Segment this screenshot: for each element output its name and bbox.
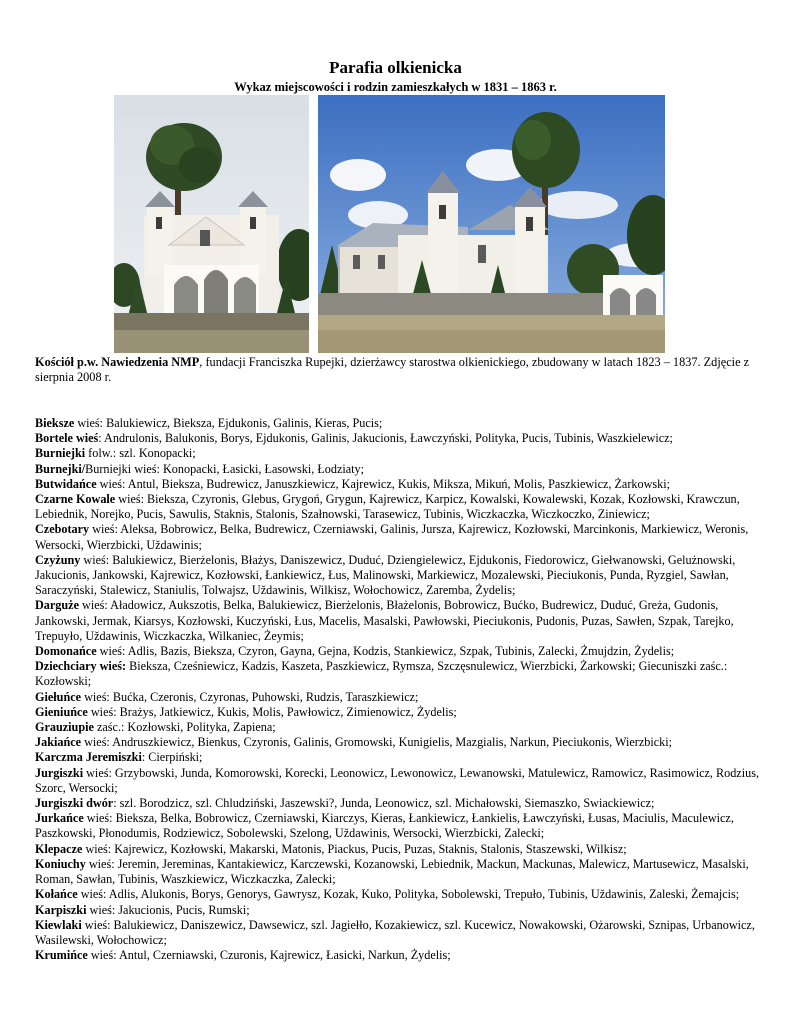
caption-bold: Kościół p.w. Nawiedzenia NMP [35,355,200,369]
village-name: Klepacze [35,841,83,856]
village-name: Krumińce [35,948,88,963]
village-name: Grauziupie [35,720,94,735]
village-entry [35,903,775,918]
village-families: wieś: Kajrewicz, Kozłowski, Makarski, Matonis, Piackus, Pucis, Puzas, Staknis, Stalonis, Staszewski, Wilkisz; [82,841,627,856]
caption-text: , fundacji Franciszka Rupejki, dzierżawcy starostwa olkienickiego, zbudowany w latach 1823 – 1837. Zdjęcie z sierpnia 2008 r. [35,355,750,384]
village-families: wieś: Bieksza, Belka, Bobrowicz, Czerniawski, Kiarczys, Kieras, Łankiewicz, Łankielis, Ławczyński, Łusas, Maciulis, Maculewicz, Paszkowski, Płonodumis, Rodziewicz, Sobolewski, Szelong, Uždawinis, Wersocki, Wierzbicki, Zalecki; [35,811,734,841]
village-entry [35,918,775,948]
village-families: wieś: Antul, Bieksza, Budrewicz, Januszkiewicz, Kajrewicz, Kukis, Miksza, Mikuń, Molis, Paszkiewicz, Żarkowski; [96,476,670,491]
village-entry [35,750,775,765]
village-entry [35,948,775,963]
village-name: Jakiańce [35,735,82,750]
village-families: : Cierpiński; [141,750,203,765]
village-name: Butwidańce [35,476,97,491]
village-entry [35,553,775,599]
village-name: Jurgiszki dwór [35,796,114,811]
village-families: wieś: Brażys, Jatkiewicz, Kukis, Molis, Pawłowicz, Zimienowicz, Żydelis; [87,704,457,719]
village-families: wieś: Antul, Czerniawski, Czuronis, Kajrewicz, Łasicki, Narkun, Żydelis; [87,948,451,963]
village-entry [35,766,775,796]
village-entry [35,720,775,735]
village-entry [35,887,775,902]
village-entry [35,492,775,522]
church-front-photo [114,95,309,353]
village-name: Gieniuńce [35,704,88,719]
village-families: : Andrulonis, Balukonis, Borys, Ejdukonis, Galinis, Jakucionis, Ławczyński, Polityka, Pucis, Tubinis, Waszkielewicz; [98,431,673,446]
village-name: Darguże [35,598,79,613]
village-families: Burniejki wieś: Konopacki, Łasicki, Łasowski, Łodziaty; [85,461,365,476]
village-name: Dziechciary wieś: [35,659,127,674]
village-entry [35,644,775,659]
village-entry [35,857,775,887]
village-families: folw.: szl. Konopacki; [85,446,196,461]
village-entry [35,462,775,477]
village-families: wieś: Andruszkiewicz, Bienkus, Czyronis, Galinis, Gromowski, Kunigielis, Mazgialis, Narkun, Pieciukonis, Wierzbicki; [81,735,673,750]
village-entry [35,796,775,811]
village-name: Czarne Kowale [35,492,116,507]
village-name: Koniuchy [35,856,86,871]
village-families: wieś: Adlis, Alukonis, Borys, Genorys, Gawrysz, Kozak, Kuko, Polityka, Sobolewski, Trepuło, Tubinis, Uždawinis, Zaleski, Żemajcis; [77,887,740,902]
village-entry [35,690,775,705]
village-name: Kiewlaki [35,917,82,932]
page-title: Parafia olkienicka [329,58,462,77]
village-entry [35,446,775,461]
village-families: wieś: Jakucionis, Pucis, Rumski; [86,902,250,917]
village-name: Burnejki/ [35,461,86,476]
village-name: Burniejki [35,446,86,461]
village-name: Giełuńce [35,689,82,704]
village-entry [35,522,775,552]
village-families: wieś: Bieksza, Czyronis, Glebus, Grygoń, Grygun, Kajrewicz, Karpicz, Kowalski, Kowalewski, Kozak, Kozłowski, Krawczun, Lebiednik, Norejko, Pucis, Sawulis, Staknis, Stalonis, Szałnowski, Tarasewicz, Tubinis, Wiczkaczka, Wiczkoczko, Ziniewicz; [35,492,740,522]
village-families: Bieksza, Cześniewicz, Kadzis, Kaszeta, Paszkiewicz, Rymsza, Szczęsnulewicz, Wierzbicki, Żarkowski; Giecuniszki zaśc.: Kozłowski; [35,659,728,689]
village-families: wieś: Balukiewicz, Bierżelonis, Błażys, Daniszewicz, Duduć, Dziengielewicz, Ejdukonis, Fiedorowicz, Giełwanowski, Gelużnowski, Jakucionis, Jankowski, Kajrewicz, Kozłowski, Łankiewicz, Łus, Malinowski, Markiewicz, Mozalewski, Pieciukonis, Punda, Ryzgiel, Sawłan, Saraczyński, Stalewicz, Staniulis, Tolwajsz, Uždawinis, Wilkisz, Wołochowicz, Zaremba, Żydelis; [35,552,736,598]
village-entry [35,811,775,841]
village-name: Karczma Jeremiszki [35,750,142,765]
village-name: Czebotary [35,522,90,537]
village-entry [35,735,775,750]
village-families: wieś: Adlis, Bazis, Bieksza, Czyron, Gayna, Gejna, Kodzis, Stankiewicz, Szpak, Tubinis, Zalecki, Żmujdzin, Żydelis; [96,644,675,659]
village-name: Bortele wieś [35,431,99,446]
village-families: zaśc.: Kozłowski, Polityka, Zapiena; [93,720,276,735]
village-name: Domonańce [35,644,97,659]
village-entry [35,659,775,689]
village-name: Jurkańce [35,811,84,826]
village-families: : szl. Borodzicz, szl. Chludziński, Jaszewski?, Junda, Leonowicz, szl. Michałowski, Siemaszko, Swiackiewicz; [113,796,655,811]
village-families: wieś: Jeremin, Jereminas, Kantakiewicz, Karczewski, Kozanowski, Lebiednik, Mackun, Mackunas, Malewicz, Martusewicz, Masalski, Roman, Sawłan, Tubinis, Waszkiewicz, Wiczkaczka, Zalecki; [35,856,749,887]
village-families: wieś: Bućka, Czeronis, Czyronas, Puhowski, Rudzis, Taraszkiewicz; [81,689,419,704]
village-families: wieś: Aładowicz, Aukszotis, Belka, Balukiewicz, Bierżelonis, Błażelonis, Bobrowicz, Bućko, Budrewicz, Duduć, Greża, Gudonis, Jankowski, Jermak, Kiarsys, Kozłowski, Kuczyński, Łus, Macelis, Masalski, Pawłowski, Pieciukonis, Pudonis, Puzas, Sawłen, Szpak, Tarejko, Trepuyło, Uždawinis, Wiczkaczka, Wilkaniec, Żeymis; [35,598,734,643]
village-entry [35,842,775,857]
church-side-photo [318,95,665,353]
village-name: Jurgiszki [35,765,84,780]
village-entry [35,598,775,644]
village-name: Czyżuny [35,552,81,567]
page-subtitle: Wykaz miejscowości i rodzin zamieszkałych w 1831 – 1863 r. [234,80,557,94]
village-name: Bieksze [35,416,75,430]
village-entry [35,431,775,446]
village-name: Kołańce [35,887,78,902]
village-families: wieś: Balukiewicz, Bieksza, Ejdukonis, Galinis, Kieras, Pucis; [74,416,383,430]
photo-caption [35,355,770,385]
village-entry [35,477,775,492]
village-entry [35,416,775,431]
village-list [35,416,775,963]
village-entry [35,705,775,720]
village-families: wieś: Grzybowski, Junda, Komorowski, Korecki, Leonowicz, Lewonowicz, Lewanowski, Matulewicz, Ramowicz, Rasimowicz, Rodzius, Szorc, Wersocki; [35,765,759,795]
village-name: Karpiszki [35,902,87,917]
village-families: wieś: Balukiewicz, Daniszewicz, Dawsewicz, szl. Jagiełło, Kozakiewicz, szl. Kucewicz, Nowakowski, Ożarowski, Sznipas, Urbanowicz, Wasilewski, Wołochowicz; [35,917,755,947]
village-families: wieś: Aleksa, Bobrowicz, Belka, Budrewicz, Czerniawski, Galinis, Jursza, Kajrewicz, Kozłowski, Marcinkonis, Markiewicz, Weronis, Wersocki, Wierzbicki, Uždawinis; [35,522,749,552]
